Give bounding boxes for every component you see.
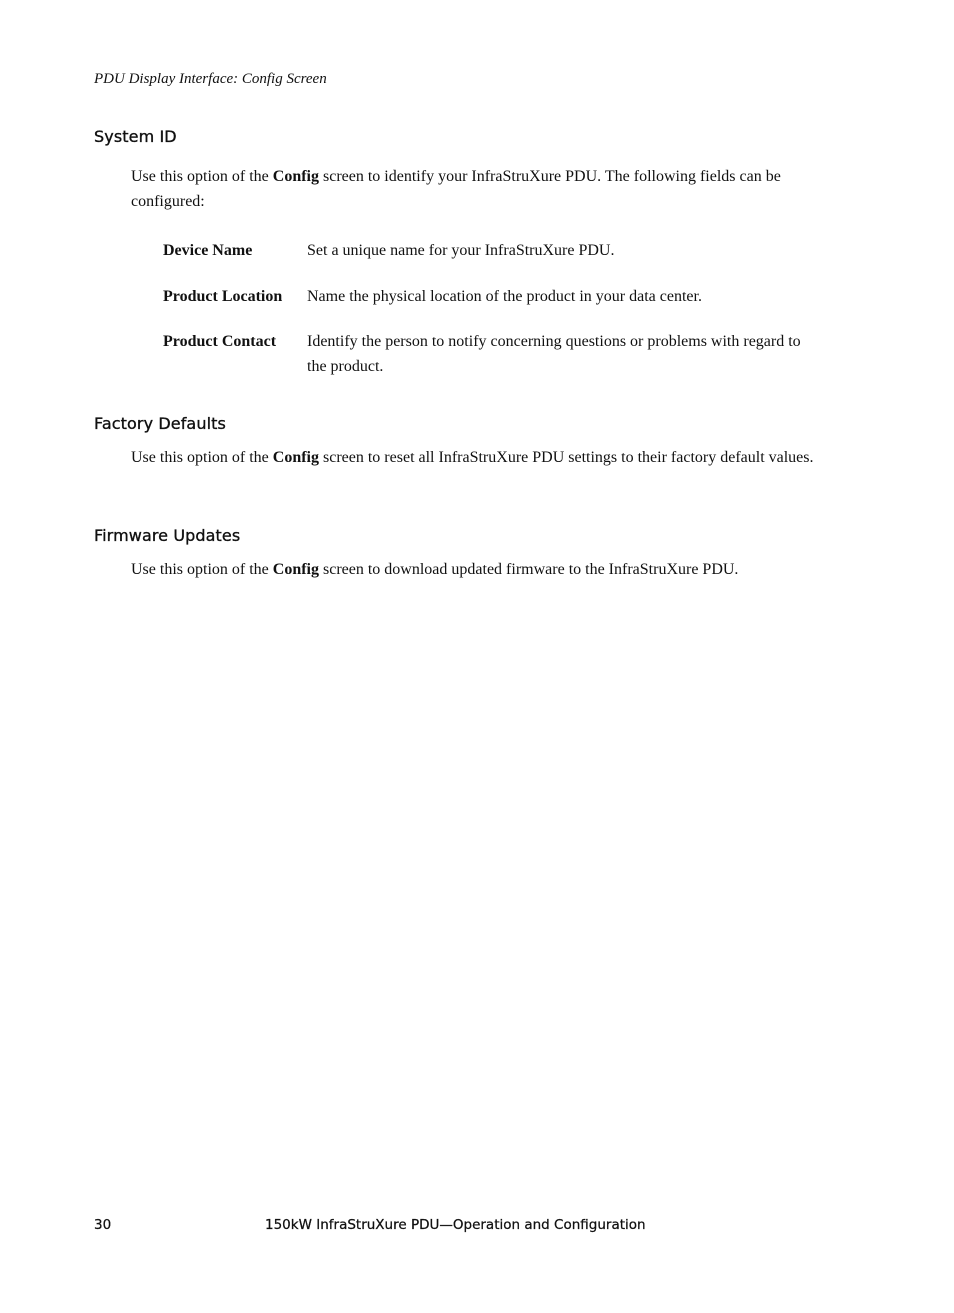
field-description: Name the physical location of the product in your data center. (307, 288, 702, 305)
footer-document-title: 150kW InfraStruXure PDU—Operation and Configuration (265, 1217, 646, 1233)
factory-defaults-text-post: screen to reset all InfraStruXure PDU settings to their factory default values. (319, 449, 814, 466)
firmware-updates-text-pre: Use this option of the (131, 561, 273, 578)
factory-defaults-text-pre: Use this option of the (131, 449, 273, 466)
firmware-updates-text-post: screen to download updated firmware to the InfraStruXure PDU. (319, 561, 739, 578)
system-id-heading: System ID (94, 127, 177, 146)
field-term: Device Name (163, 242, 253, 259)
system-id-intro-post: screen to identify your InfraStruXure PDU. The following fields can be configured: (131, 168, 781, 210)
firmware-updates-heading: Firmware Updates (94, 526, 241, 545)
factory-defaults-text (131, 446, 831, 471)
system-id-intro (131, 165, 831, 214)
field-description: Set a unique name for your InfraStruXure PDU. (307, 242, 615, 259)
firmware-updates-text (131, 558, 831, 583)
config-emphasis: Config (272, 168, 319, 185)
field-description: Identify the person to notify concerning questions or problems with regard to the product. (307, 333, 801, 375)
config-emphasis: Config (272, 449, 319, 466)
field-term: Product Location (163, 288, 283, 305)
page-number: 30 (94, 1217, 112, 1233)
system-id-intro-pre: Use this option of the (131, 168, 273, 185)
factory-defaults-heading: Factory Defaults (94, 414, 226, 433)
config-emphasis: Config (272, 561, 319, 578)
field-term: Product Contact (163, 333, 277, 350)
running-header: PDU Display Interface: Config Screen (94, 71, 327, 87)
